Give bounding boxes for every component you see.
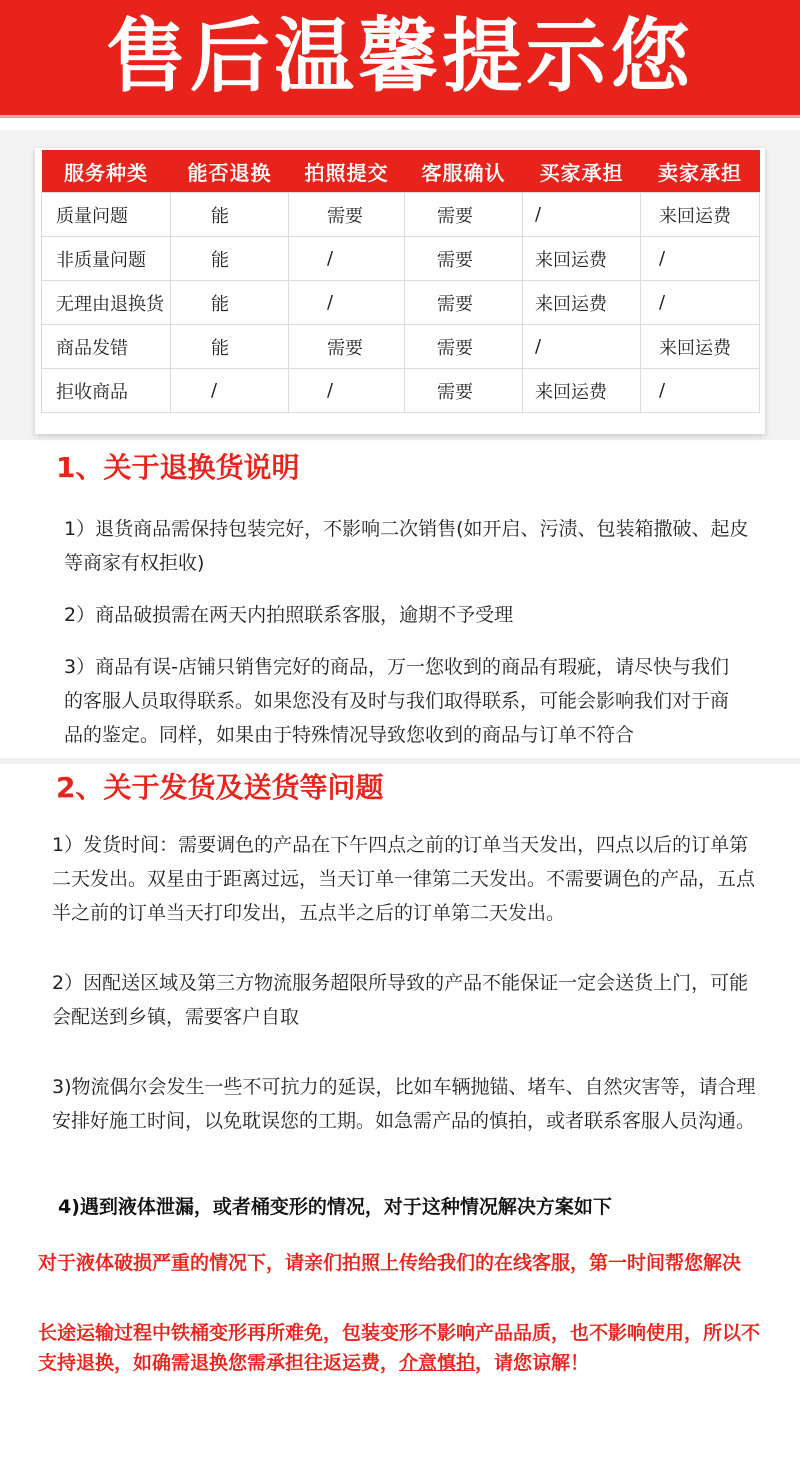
table-cell: 需要 bbox=[405, 369, 523, 413]
table-cell: 质量问题 bbox=[42, 193, 171, 237]
table-cell: / bbox=[289, 369, 405, 413]
table-cell: 能 bbox=[171, 325, 289, 369]
table-cell: 商品发错 bbox=[42, 325, 171, 369]
returns-paragraph-3: 3）商品有误-店铺只销售完好的商品，万一您收到的商品有瑕疵，请尽快与我们的客服人员取得联系。如果您没有及时与我们取得联系，可能会影响我们对于商品的鉴定。同样，如果由于特殊情况导致您收到的商品与订单不符合 bbox=[64, 656, 730, 746]
table-cell: 非质量问题 bbox=[42, 237, 171, 281]
banner bbox=[0, 0, 800, 118]
table-row bbox=[42, 281, 760, 325]
deformation-notice bbox=[38, 1318, 768, 1378]
section-divider bbox=[0, 758, 800, 764]
table-cell: / bbox=[523, 325, 641, 369]
table-cell: 需要 bbox=[289, 325, 405, 369]
table-cell: 能 bbox=[171, 281, 289, 325]
table-cell: 来回运费 bbox=[641, 193, 760, 237]
liquid-leak-notice: 对于液体破损严重的情况下，请亲们拍照上传给我们的在线客服，第一时间帮您解决 bbox=[38, 1252, 742, 1274]
deformation-notice-text: 长途运输过程中铁桶变形再所难免，包装变形不影响产品品质，也不影响使用，所以不支持退换，如确需退换您需承担往返运费， bbox=[38, 1322, 761, 1374]
table-cell: 无理由退换货 bbox=[42, 281, 171, 325]
table-header: 买家承担 bbox=[523, 150, 641, 193]
table-cell: 需要 bbox=[405, 237, 523, 281]
table-row bbox=[42, 369, 760, 413]
table-row bbox=[42, 237, 760, 281]
table-cell: 拒收商品 bbox=[42, 369, 171, 413]
section-title-shipping: 2、关于发货及送货等问题 bbox=[56, 771, 384, 804]
banner-title: 售后温馨提示您 bbox=[106, 10, 694, 103]
table-cell: 能 bbox=[171, 237, 289, 281]
shipping-paragraph-4: 4)遇到液体泄漏，或者桶变形的情况，对于这种情况解决方案如下 bbox=[58, 1196, 612, 1218]
table-header: 服务种类 bbox=[42, 150, 171, 193]
table-header: 卖家承担 bbox=[641, 150, 760, 193]
apology-text: ，请您谅解！ bbox=[475, 1352, 590, 1374]
table-row bbox=[42, 325, 760, 369]
section-title-returns: 1、关于退换货说明 bbox=[56, 451, 300, 484]
shipping-paragraph-1: 1）发货时间：需要调色的产品在下午四点之前的订单当天发出，四点以后的订单第二天发出。双星由于距离过远，当天订单一律第二天发出。不需要调色的产品，五点半之前的订单当天打印发出，五点半之后的订单第二天发出。 bbox=[52, 834, 756, 924]
returns-paragraph-1: 1）退货商品需保持包装完好，不影响二次销售(如开启、污渍、包装箱撒破、起皮等商家有权拒收) bbox=[64, 518, 749, 574]
table-header: 能否退换 bbox=[171, 150, 289, 193]
table-header: 客服确认 bbox=[405, 150, 523, 193]
table-row bbox=[42, 193, 760, 237]
table-cell: 能 bbox=[171, 193, 289, 237]
table-cell: 来回运费 bbox=[641, 325, 760, 369]
table-cell: / bbox=[641, 281, 760, 325]
table-cell: / bbox=[289, 237, 405, 281]
returns-paragraph-2: 2）商品破损需在两天内拍照联系客服，逾期不予受理 bbox=[64, 604, 514, 626]
caution-text: 介意慎拍 bbox=[399, 1352, 476, 1374]
shipping-paragraph-2: 2）因配送区域及第三方物流服务超限所导致的产品不能保证一定会送货上门，可能会配送到乡镇，需要客户自取 bbox=[52, 972, 749, 1028]
table-cell: 需要 bbox=[405, 193, 523, 237]
table-header: 拍照提交 bbox=[289, 150, 405, 193]
table-cell: 需要 bbox=[405, 281, 523, 325]
table-cell: / bbox=[289, 281, 405, 325]
table-cell: 来回运费 bbox=[523, 237, 641, 281]
table-cell: / bbox=[641, 237, 760, 281]
table-cell: / bbox=[171, 369, 289, 413]
table-cell: 来回运费 bbox=[523, 281, 641, 325]
table-cell: 需要 bbox=[289, 193, 405, 237]
table-cell: 需要 bbox=[405, 325, 523, 369]
table-cell: / bbox=[641, 369, 760, 413]
table-cell: 来回运费 bbox=[523, 369, 641, 413]
shipping-paragraph-3: 3)物流偶尔会发生一些不可抗力的延误，比如车辆抛锚、堵车、自然灾害等，请合理安排好施工时间，以免耽误您的工期。如急需产品的慎拍，或者联系客服人员沟通。 bbox=[52, 1076, 756, 1132]
table-header-row bbox=[42, 150, 760, 193]
service-table bbox=[41, 150, 760, 413]
table-cell: / bbox=[523, 193, 641, 237]
